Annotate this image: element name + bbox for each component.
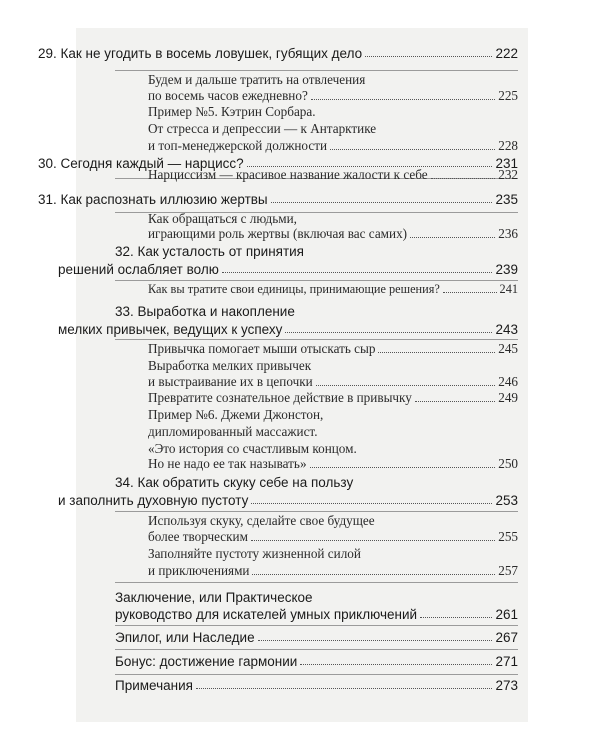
toc-title: решений ослабляет волю [58, 262, 219, 277]
toc-sub-line: От стресса и депрессии — к Антарктике [148, 121, 377, 136]
toc-sub-34-2 [148, 563, 518, 579]
dot-leader [251, 503, 492, 504]
toc-title: Нарциссизм — красивое название жалости к себе [148, 167, 428, 182]
toc-page: 239 [495, 262, 518, 277]
toc-title: и приключениями [148, 563, 250, 578]
dot-leader [431, 178, 496, 179]
dot-leader [252, 574, 495, 575]
separator [115, 649, 518, 650]
separator [115, 511, 518, 512]
dot-leader [196, 688, 493, 689]
toc-title-line: 34. Как обратить скуку себе на пользу [115, 475, 354, 490]
toc-sub-33-2 [148, 374, 518, 390]
separator [115, 582, 518, 583]
toc-entry-conclusion [115, 607, 518, 622]
dot-leader [443, 292, 497, 293]
toc-title: играющими роль жертвы (включая вас самих) [148, 226, 408, 241]
toc-sub-31-1 [148, 226, 518, 242]
dot-leader [285, 332, 492, 333]
separator [115, 625, 518, 626]
toc-entry-29 [38, 46, 518, 61]
toc-entry-notes [115, 678, 518, 693]
toc-title-line: 33. Выработка и накопление [115, 304, 295, 319]
toc-sub-32-1 [148, 282, 518, 297]
toc-title: 30. Сегодня каждый — нарцисс? [38, 156, 244, 171]
toc-title-line: Заключение, или Практическое [115, 590, 313, 605]
toc-page: 249 [498, 390, 518, 405]
toc-page: 232 [498, 167, 518, 182]
toc-page: 255 [498, 529, 518, 544]
separator [115, 280, 518, 281]
toc-page: 225 [498, 88, 518, 103]
dot-leader [310, 467, 496, 468]
toc-sub-line: Заполняйте пустоту жизненной силой [148, 546, 361, 561]
toc-sub-line: Как обращаться с людьми, [148, 211, 297, 226]
toc-page: 243 [495, 322, 518, 337]
dot-leader [365, 56, 492, 57]
toc-sub-33-3 [148, 390, 518, 406]
toc-title: Бонус: достижение гармонии [115, 654, 298, 669]
toc-page: 222 [495, 46, 518, 61]
toc-title: руководство для искателей умных приключений [115, 607, 418, 622]
toc-title: Как вы тратите свои единицы, принимающие решения? [148, 282, 440, 296]
toc-entry-33 [38, 322, 518, 337]
toc-sub-line: Пример №5. Кэтрин Сорбара. [148, 104, 316, 119]
toc-title: более творческим [148, 529, 248, 544]
toc-page: 271 [495, 654, 518, 669]
toc-page: 231 [495, 156, 518, 171]
toc-title: и топ-менеджерской должности [148, 138, 328, 153]
toc-entry-bonus [115, 654, 518, 669]
toc-sub-line: «Это история со счастливым концом. [148, 441, 357, 456]
toc-sub-line: Используя скуку, сделайте свое будущее [148, 513, 375, 528]
toc-title: 31. Как распознать иллюзию жертвы [38, 192, 268, 207]
dot-leader [316, 385, 496, 386]
toc-title: Но не надо ее так называть» [148, 456, 307, 471]
toc-page: 250 [498, 456, 518, 471]
toc-page: 261 [495, 607, 518, 622]
toc-sub-line: Пример №6. Джеми Джонстон, [148, 407, 324, 422]
toc-sub-line: Будем и дальше тратить на отвлечения [148, 72, 366, 87]
separator [115, 339, 518, 340]
toc-title: и заполнить духовную пустоту [58, 493, 249, 508]
toc-title: по восемь часов ежедневно? [148, 88, 308, 103]
dot-leader [330, 149, 495, 150]
toc-entry-32 [38, 262, 518, 277]
toc-page: 253 [495, 493, 518, 508]
toc-title-line: 32. Как усталость от принятия [115, 244, 304, 259]
dot-leader [415, 401, 495, 402]
toc-page: 273 [495, 678, 518, 693]
toc-page: 228 [498, 138, 518, 153]
toc-title: мелких привычек, ведущих к успеху [58, 322, 283, 337]
toc-title: и выстраивание их в цепочки [148, 374, 313, 389]
toc-sub-line: дипломированный массажист. [148, 424, 318, 439]
dot-leader [420, 617, 492, 618]
toc-title: Превратите сознательное действие в привычку [148, 390, 412, 405]
toc-page: 241 [499, 282, 518, 296]
dot-leader [378, 352, 495, 353]
separator [115, 674, 518, 675]
dot-leader [410, 237, 495, 238]
dot-leader [258, 640, 493, 641]
dot-leader [251, 540, 495, 541]
toc-page: 235 [495, 192, 518, 207]
dot-leader [271, 202, 493, 203]
toc-sub-30-1 [148, 167, 518, 183]
toc-page: 236 [498, 226, 518, 241]
toc-title: Привычка помогает мыши отыскать сыр [148, 341, 376, 356]
toc-page: 246 [498, 374, 518, 389]
toc-sub-29-1 [148, 88, 518, 104]
toc-sub-33-4 [148, 456, 518, 472]
separator [115, 70, 518, 71]
toc-entry-31 [38, 192, 518, 207]
toc-title: Примечания [115, 678, 193, 693]
toc-sub-34-1 [148, 529, 518, 545]
toc-title: 29. Как не угодить в восемь ловушек, губящих дело [38, 46, 363, 61]
dot-leader [311, 99, 495, 100]
toc-sub-29-2 [148, 138, 518, 154]
toc-sub-33-1 [148, 341, 518, 357]
toc-page: 245 [498, 341, 518, 356]
toc-page: 267 [495, 630, 518, 645]
toc-entry-epilog [115, 630, 518, 645]
dot-leader [222, 272, 493, 273]
toc-title: Эпилог, или Наследие [115, 630, 255, 645]
toc-page: 257 [498, 563, 518, 578]
toc-sub-line: Выработка мелких привычек [148, 358, 312, 373]
toc-entry-34 [38, 493, 518, 508]
dot-leader [300, 664, 492, 665]
